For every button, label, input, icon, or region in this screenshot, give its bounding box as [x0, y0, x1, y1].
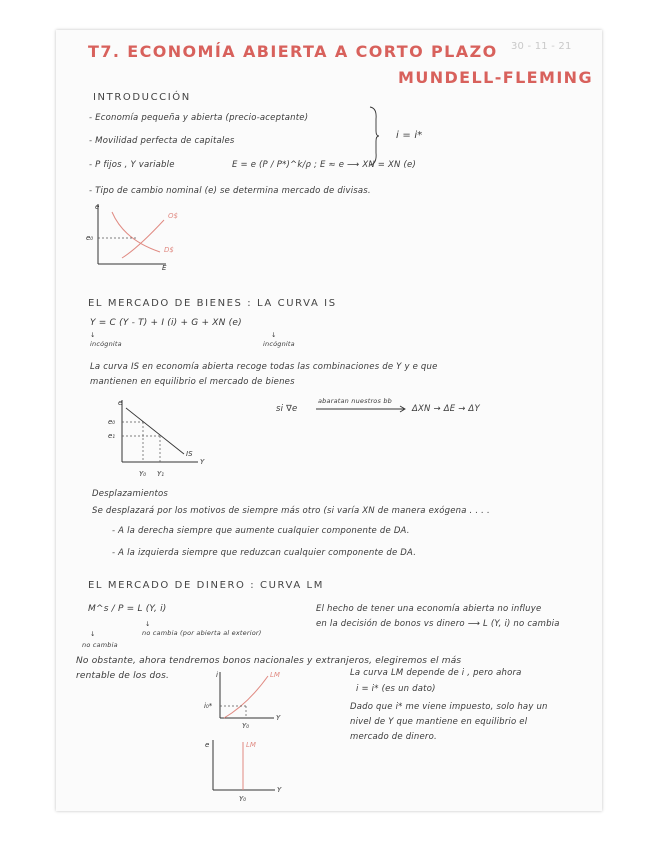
intro-graph-demand: D$: [164, 246, 174, 254]
intro-bullet-2: - Movilidad perfecta de capitales: [89, 136, 235, 146]
is-unknown-arrow-1: ↓: [90, 331, 96, 339]
intro-brace: [368, 105, 380, 167]
lm-comment-4: nivel de Y que mantiene en equilibrio el: [350, 717, 528, 727]
page-subtitle: MUNDELL-FLEMING: [398, 68, 593, 87]
is-paragraph-1: La curva IS en economía abierta recoge todas las combinaciones de Y y e que: [90, 362, 438, 372]
is-chain-start: si ∇e: [276, 404, 298, 414]
lm-no-change-2: no cambia (por abierta al exterior): [142, 629, 262, 637]
lm-nc-arrow-2: ↓: [145, 620, 151, 628]
lm-right-text-2: en la decisión de bonos vs dinero ⟶ L (Y, i) no cambia: [316, 619, 560, 629]
lm-right-text-1: El hecho de tener una economía abierta no influye: [316, 604, 542, 614]
intro-formula-i: i = i*: [396, 130, 423, 141]
intro-bullet-1: - Economía pequeña y abierta (precio-aceptante): [89, 113, 309, 123]
is-paragraph-2: mantienen en equilibrio el mercado de bienes: [90, 377, 295, 387]
currency-market-graph: [88, 200, 198, 276]
is-graph-x-label: Y: [200, 458, 205, 466]
intro-bullet-4: - Tipo de cambio nominal (e) se determina mercado de divisas.: [89, 186, 371, 196]
lm-comment-5: mercado de dinero.: [350, 732, 437, 742]
lm-no-change-1: no cambia: [82, 641, 118, 649]
page-title: T7. ECONOMÍA ABIERTA A CORTO PLAZO: [88, 42, 498, 61]
intro-graph-e0: e₀: [86, 234, 94, 242]
is-shift-left: - A la izquierda siempre que reduzcan cualquier componente de DA.: [112, 548, 417, 558]
lm-nc-arrow-1: ↓: [90, 630, 96, 638]
lm-paragraph-1: No obstante, ahora tendremos bonos nacionales y extranjeros, elegiremos el más: [76, 656, 462, 666]
date-stamp: 30 - 11 - 21: [511, 41, 572, 52]
intro-formula-e: E = e (P / P*)^k/ρ ; E ≈ e ⟶ XN = XN (e): [232, 160, 416, 170]
is-chain-arrow: [316, 405, 408, 413]
lm-equation: M^s / P = L (Y, i): [88, 604, 167, 614]
is-graph-y-label: e: [118, 399, 123, 407]
intro-graph-x-label: E: [162, 264, 167, 272]
lm-graph2-y-label: e: [205, 741, 210, 749]
lm-graph1-y-label: i: [216, 671, 218, 679]
is-graph-curve-label: IS: [186, 450, 193, 458]
is-unknown-arrow-2: ↓: [271, 331, 277, 339]
lm-graph2-curve: LM: [246, 741, 256, 749]
lm-heading: EL MERCADO DE DINERO : CURVA LM: [88, 580, 324, 591]
is-unknown-2: incógnita: [263, 340, 295, 348]
is-shifts-heading: Desplazamientos: [92, 489, 169, 499]
lm-graph1-x-label: Y: [276, 714, 281, 722]
is-heading: EL MERCADO DE BIENES : LA CURVA IS: [88, 298, 337, 309]
is-graph-e1: e₁: [108, 432, 116, 440]
is-graph-y1: Y₁: [157, 470, 165, 478]
is-curve-graph: [102, 396, 222, 486]
lm-comment-2: i = i* (es un dato): [356, 684, 436, 694]
is-unknown-1: incógnita: [90, 340, 122, 348]
lm-paragraph-2: rentable de los dos.: [76, 671, 170, 681]
lm-graph1-y0: Y₀: [242, 722, 250, 730]
lm-exchange-graph: [203, 738, 293, 806]
lm-graph1-i0: i₀*: [204, 702, 213, 710]
is-shift-right: - A la derecha siempre que aumente cualquier componente de DA.: [112, 526, 410, 536]
is-graph-e0: e₀: [108, 418, 116, 426]
intro-graph-supply: O$: [168, 212, 178, 220]
is-equation: Y = C (Y - T) + I (i) + G + XN (e): [90, 318, 242, 328]
lm-graph2-x-label: Y: [277, 786, 282, 794]
lm-comment-3: Dado que i* me viene impuesto, solo hay un: [350, 702, 548, 712]
lm-graph2-y0: Y₀: [239, 795, 247, 803]
is-graph-y0: Y₀: [139, 470, 147, 478]
is-arrow-label: abaratan nuestros bb: [318, 397, 392, 405]
intro-bullet-3: - P fijos , Y variable: [89, 160, 175, 170]
is-chain-end: ΔXN → ΔE → ΔY: [412, 404, 480, 414]
is-shifts-paragraph: Se desplazará por los motivos de siempre más otro (si varía XN de manera exógena . . . .: [92, 506, 490, 516]
lm-comment-1: La curva LM depende de i , pero ahora: [350, 668, 522, 678]
lm-graph1-curve: LM: [270, 671, 280, 679]
lm-interest-graph: [204, 668, 302, 736]
intro-heading: INTRODUCCIÓN: [93, 92, 191, 103]
intro-graph-y-label: e: [95, 203, 100, 211]
